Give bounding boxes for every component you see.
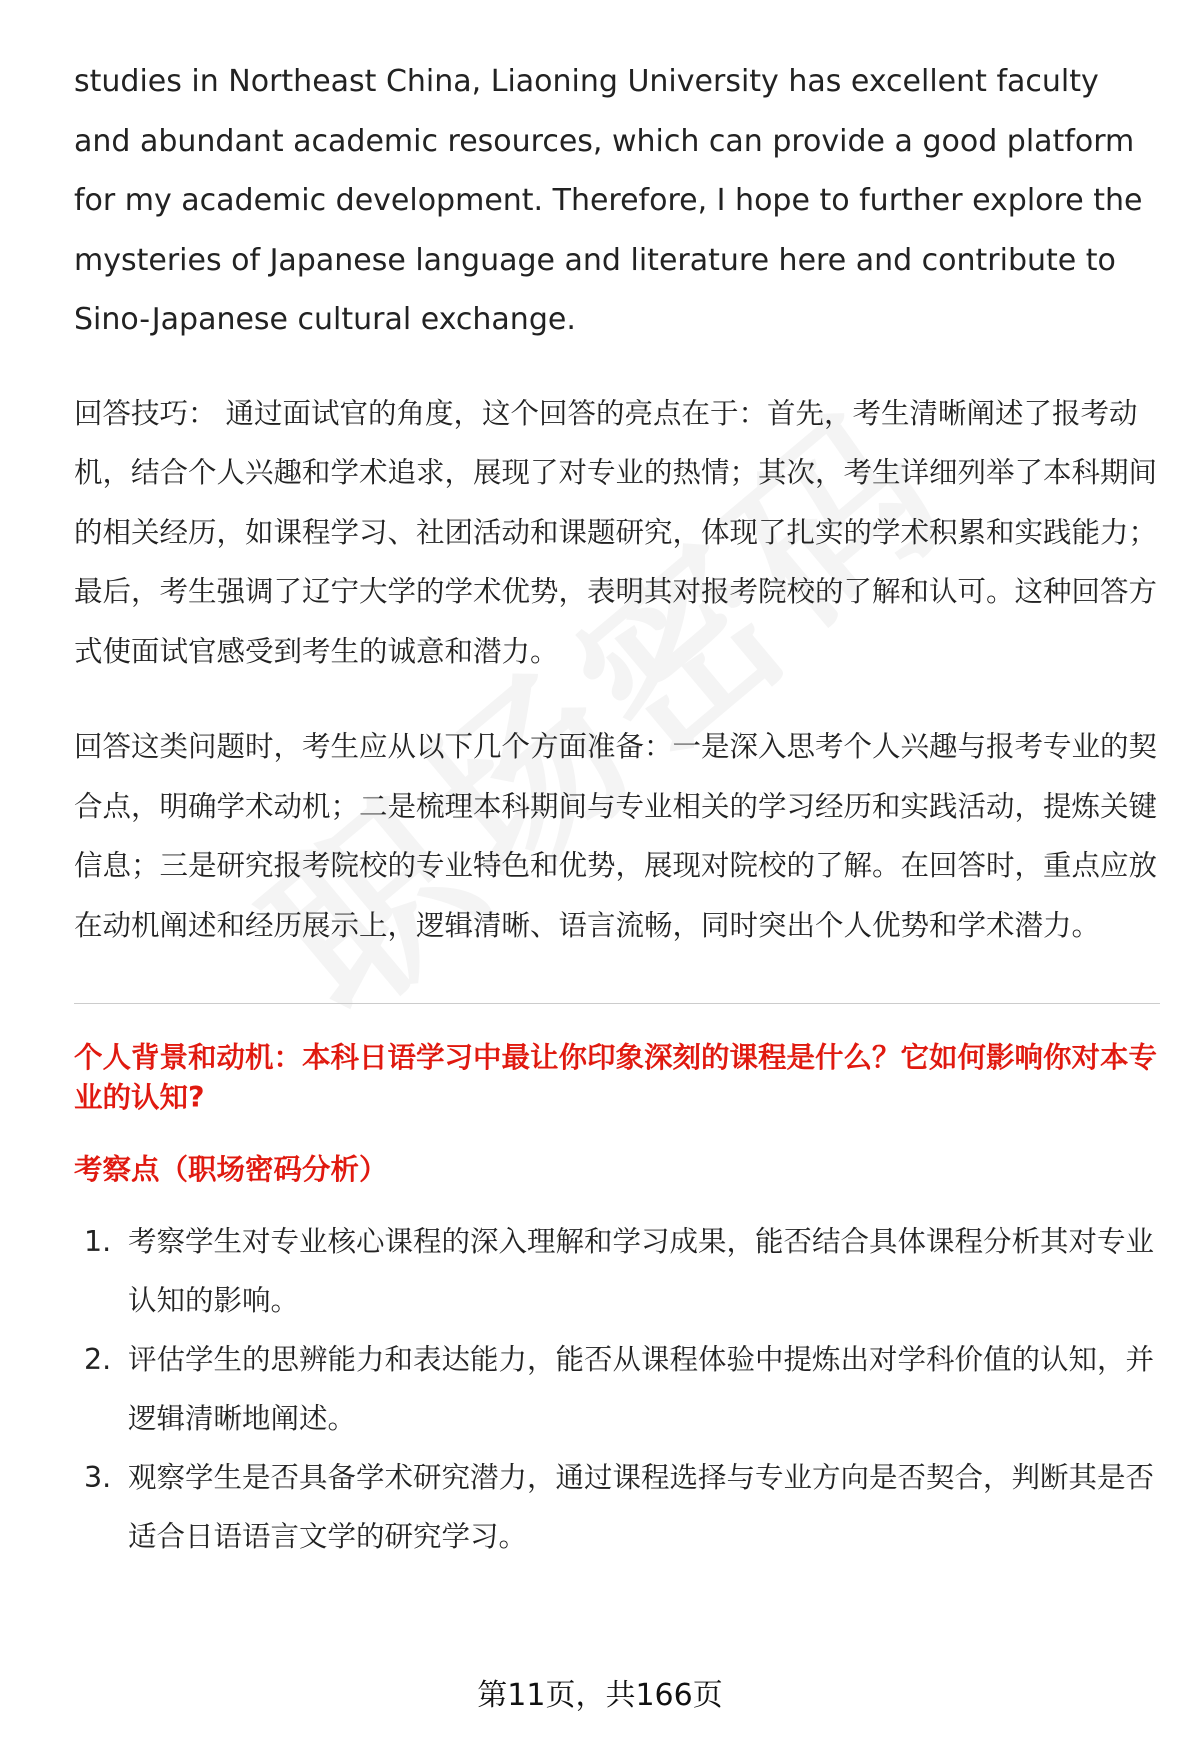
question-title: 个人背景和动机：本科日语学习中最让你印象深刻的课程是什么？它如何影响你对本专业的认知? (74, 1041, 1158, 1114)
list-item (74, 1448, 1160, 1566)
answer-tips-paragraph: 回答技巧： 通过面试官的角度，这个回答的亮点在于：首先，考生清晰阐述了报考动机，结合个人兴趣和学术追求，展现了对专业的热情；其次，考生详细列举了本科期间的相关经历，如课程学习、社团活动和课题研究，体现了扎实的学术积累和实践能力；最后，考生强调了辽宁大学的学术优势，表明其对报考院校的了解和认可。这种回答方式使面试官感受到考生的诚意和潜力。 (74, 396, 1158, 668)
list-item-text: 评估学生的思辨能力和表达能力，能否从课程体验中提炼出对学科价值的认知，并逻辑清晰地阐述。 (128, 1343, 1155, 1435)
english-answer-paragraph: studies in Northeast China, Liaoning University has excellent faculty and abundant academic resources, which can provide a good platform for my academic development. Therefore, I hope to further explore the mysteries of Japanese language and literature here and contribute to Sino-Japanese cultural exchange. (74, 64, 1143, 337)
list-item-number: 1. (84, 1225, 112, 1258)
page-content (74, 52, 1160, 1566)
analysis-points-list (74, 1212, 1160, 1566)
list-item-number: 2. (84, 1343, 112, 1376)
page-number-footer: 第11页，共166页 (477, 1678, 723, 1713)
section-divider (74, 1003, 1160, 1004)
list-item-text: 观察学生是否具备学术研究潜力，通过课程选择与专业方向是否契合，判断其是否适合日语语言文学的研究学习。 (128, 1461, 1155, 1553)
list-item-text: 考察学生对专业核心课程的深入理解和学习成果，能否结合具体课程分析其对专业认知的影响。 (128, 1225, 1155, 1317)
list-item (74, 1330, 1160, 1448)
list-item (74, 1212, 1160, 1330)
analysis-heading: 考察点（职场密码分析） (74, 1153, 388, 1186)
preparation-advice-paragraph: 回答这类问题时，考生应从以下几个方面准备：一是深入思考个人兴趣与报考专业的契合点，明确学术动机；二是梳理本科期间与专业相关的学习经历和实践活动，提炼关键信息；三是研究报考院校的专业特色和优势，展现对院校的了解。在回答时，重点应放在动机阐述和经历展示上，逻辑清晰、语言流畅，同时突出个人优势和学术潜力。 (74, 730, 1158, 942)
list-item-number: 3. (84, 1461, 112, 1494)
